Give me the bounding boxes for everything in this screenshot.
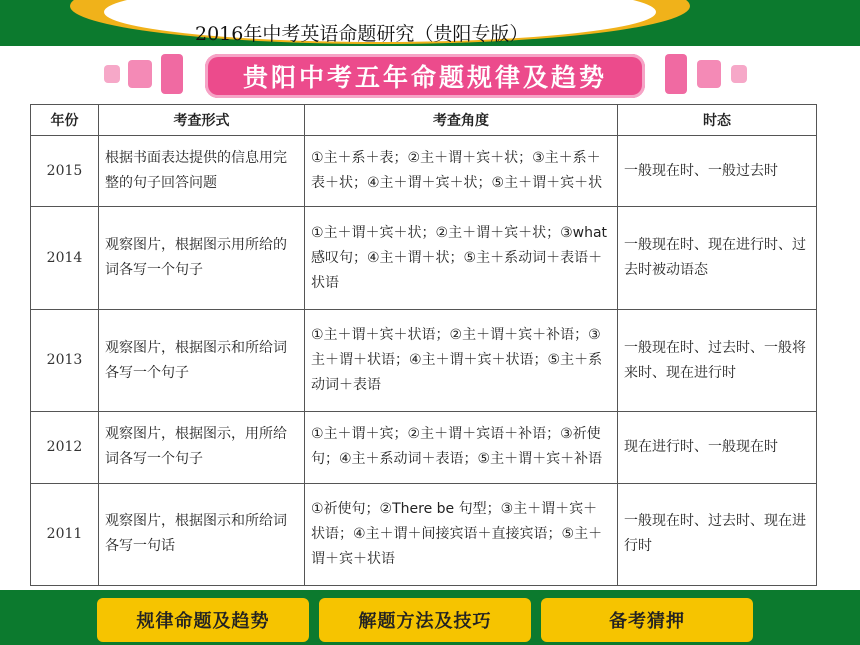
table-row bbox=[31, 309, 817, 412]
table-row bbox=[31, 136, 817, 207]
cell-year: 2012 bbox=[31, 412, 99, 483]
cell-form: 观察图片，根据图示，用所给词各写一个句子 bbox=[99, 412, 305, 483]
decor-square bbox=[731, 65, 747, 83]
cell-angle: ①主＋谓＋宾＋状语；②主＋谓＋宾＋补语；③主＋谓＋状语；④主＋谓＋宾＋状语；⑤主＋系动词＋表语 bbox=[305, 309, 618, 412]
decor-square bbox=[104, 65, 120, 83]
trend-table-container bbox=[30, 104, 816, 586]
table-row bbox=[31, 412, 817, 483]
table-header-row bbox=[31, 105, 817, 136]
table-row bbox=[31, 207, 817, 310]
column-header-tense: 时态 bbox=[618, 105, 817, 136]
cell-year: 2015 bbox=[31, 136, 99, 207]
cell-tense: 现在进行时、一般现在时 bbox=[618, 412, 817, 483]
cell-form: 观察图片，根据图示和所给词各写一个句子 bbox=[99, 309, 305, 412]
cell-angle: ①主＋谓＋宾；②主＋谓＋宾语＋补语；③祈使句；④主＋系动词＋表语；⑤主＋谓＋宾＋补语 bbox=[305, 412, 618, 483]
column-header-year: 年份 bbox=[31, 105, 99, 136]
nav-button-trends[interactable]: 规律命题及趋势 bbox=[97, 598, 309, 642]
nav-button-predictions[interactable]: 备考猜押 bbox=[541, 598, 753, 642]
nav-button-methods[interactable]: 解题方法及技巧 bbox=[319, 598, 531, 642]
decor-square bbox=[128, 60, 152, 88]
trend-table bbox=[30, 104, 817, 586]
cell-angle: ①祈使句；②There be 句型；③主＋谓＋宾＋状语；④主＋谓＋间接宾语＋直接宾语；⑤主＋谓＋宾＋状语 bbox=[305, 483, 618, 586]
cell-year: 2011 bbox=[31, 483, 99, 586]
cell-form: 观察图片，根据图示和所给词各写一句话 bbox=[99, 483, 305, 586]
decor-square bbox=[161, 54, 183, 94]
column-header-angle: 考查角度 bbox=[305, 105, 618, 136]
cell-form: 观察图片，根据图示用所给的词各写一个句子 bbox=[99, 207, 305, 310]
cell-tense: 一般现在时、过去时、现在进行时 bbox=[618, 483, 817, 586]
cell-angle: ①主＋谓＋宾＋状；②主＋谓＋宾＋状；③what 感叹句；④主＋谓＋状；⑤主＋系动词＋表语＋状语 bbox=[305, 207, 618, 310]
page-title: 2016年中考英语命题研究（贵阳专版） bbox=[195, 23, 529, 45]
column-header-form: 考查形式 bbox=[99, 105, 305, 136]
cell-tense: 一般现在时、过去时、一般将来时、现在进行时 bbox=[618, 309, 817, 412]
cell-year: 2013 bbox=[31, 309, 99, 412]
decor-square bbox=[697, 60, 721, 88]
cell-tense: 一般现在时、一般过去时 bbox=[618, 136, 817, 207]
table-row bbox=[31, 483, 817, 586]
cell-angle: ①主＋系＋表；②主＋谓＋宾＋状；③主＋系＋表＋状；④主＋谓＋宾＋状；⑤主＋谓＋宾＋状 bbox=[305, 136, 618, 207]
cell-tense: 一般现在时、现在进行时、过去时被动语态 bbox=[618, 207, 817, 310]
section-banner bbox=[205, 54, 645, 98]
cell-form: 根据书面表达提供的信息用完整的句子回答问题 bbox=[99, 136, 305, 207]
cell-year: 2014 bbox=[31, 207, 99, 310]
section-banner-title: 贵阳中考五年命题规律及趋势 bbox=[242, 63, 607, 92]
decor-square bbox=[665, 54, 687, 94]
